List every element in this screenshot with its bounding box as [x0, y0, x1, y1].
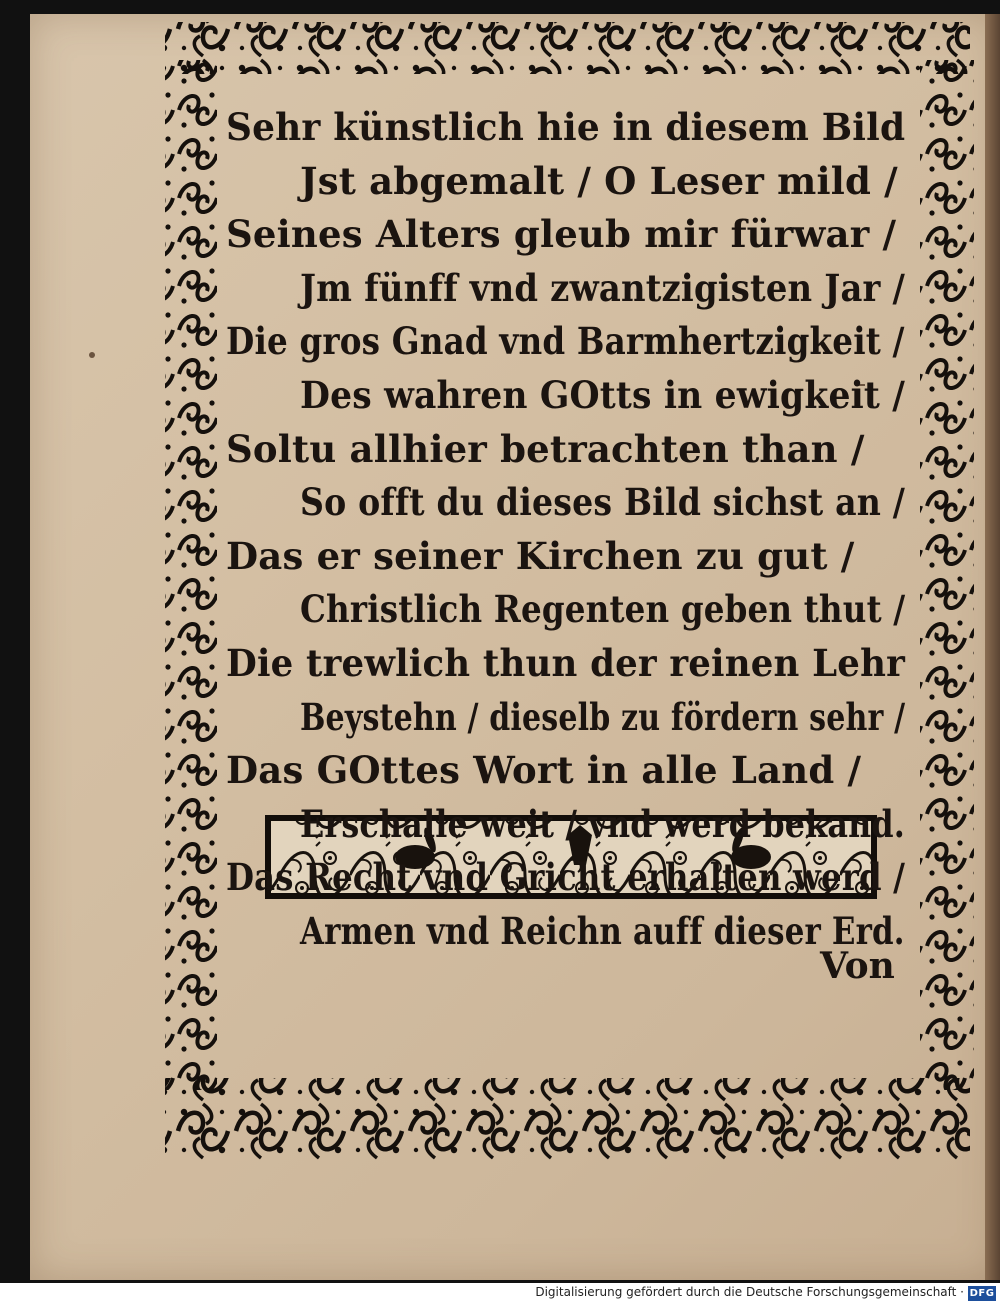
verse-line: Seines Alters gleub mir fürwar /: [226, 212, 897, 257]
verse-line: Soltu allhier betrachten than /: [226, 426, 865, 471]
border-bottom: [165, 1078, 970, 1160]
border-right: [920, 60, 974, 1090]
verse-line: Die gros Gnad vnd Barmhertzigkeit /: [226, 319, 905, 364]
verse-line: Jm fünff vnd zwantzigisten Jar /: [300, 265, 906, 310]
dfg-logo-icon: DFG: [969, 1288, 995, 1299]
verse-line: So offt du dieses Bild sichst an /: [300, 480, 906, 525]
verse-line: Jst abgemalt / O Leser mild /: [300, 158, 898, 203]
verse-line: Armen vnd Reichn auff dieser Erd.: [300, 909, 905, 953]
verse-line: Erschalle weit / vnd werd bekand.: [300, 801, 906, 846]
verse-line: Das er seiner Kirchen zu gut /: [226, 533, 855, 578]
verse-line: Das GOttes Wort in alle Land /: [226, 748, 862, 793]
verse-line: Christlich Regenten geben thut /: [300, 587, 906, 632]
footer-bar: [0, 1283, 1000, 1304]
catchword: Von: [820, 945, 895, 987]
verse-line: Des wahren GOtts in ewigkeit /: [300, 373, 906, 417]
verse-line: Beystehn / dieselb zu fördern sehr /: [300, 694, 906, 739]
border-left: [165, 60, 217, 1090]
verse-line: Die trewlich thun der reinen Lehr: [226, 641, 906, 685]
border-top: [165, 22, 970, 74]
verse-line: Das Recht vnd Gricht erhalten werd /: [226, 855, 906, 900]
funding-credit: Digitalisierung gefördert durch die Deutsche Forschungsgemeinschaft ·: [535, 1285, 964, 1299]
verse-line: Sehr künstlich hie in diesem Bild: [226, 105, 906, 149]
